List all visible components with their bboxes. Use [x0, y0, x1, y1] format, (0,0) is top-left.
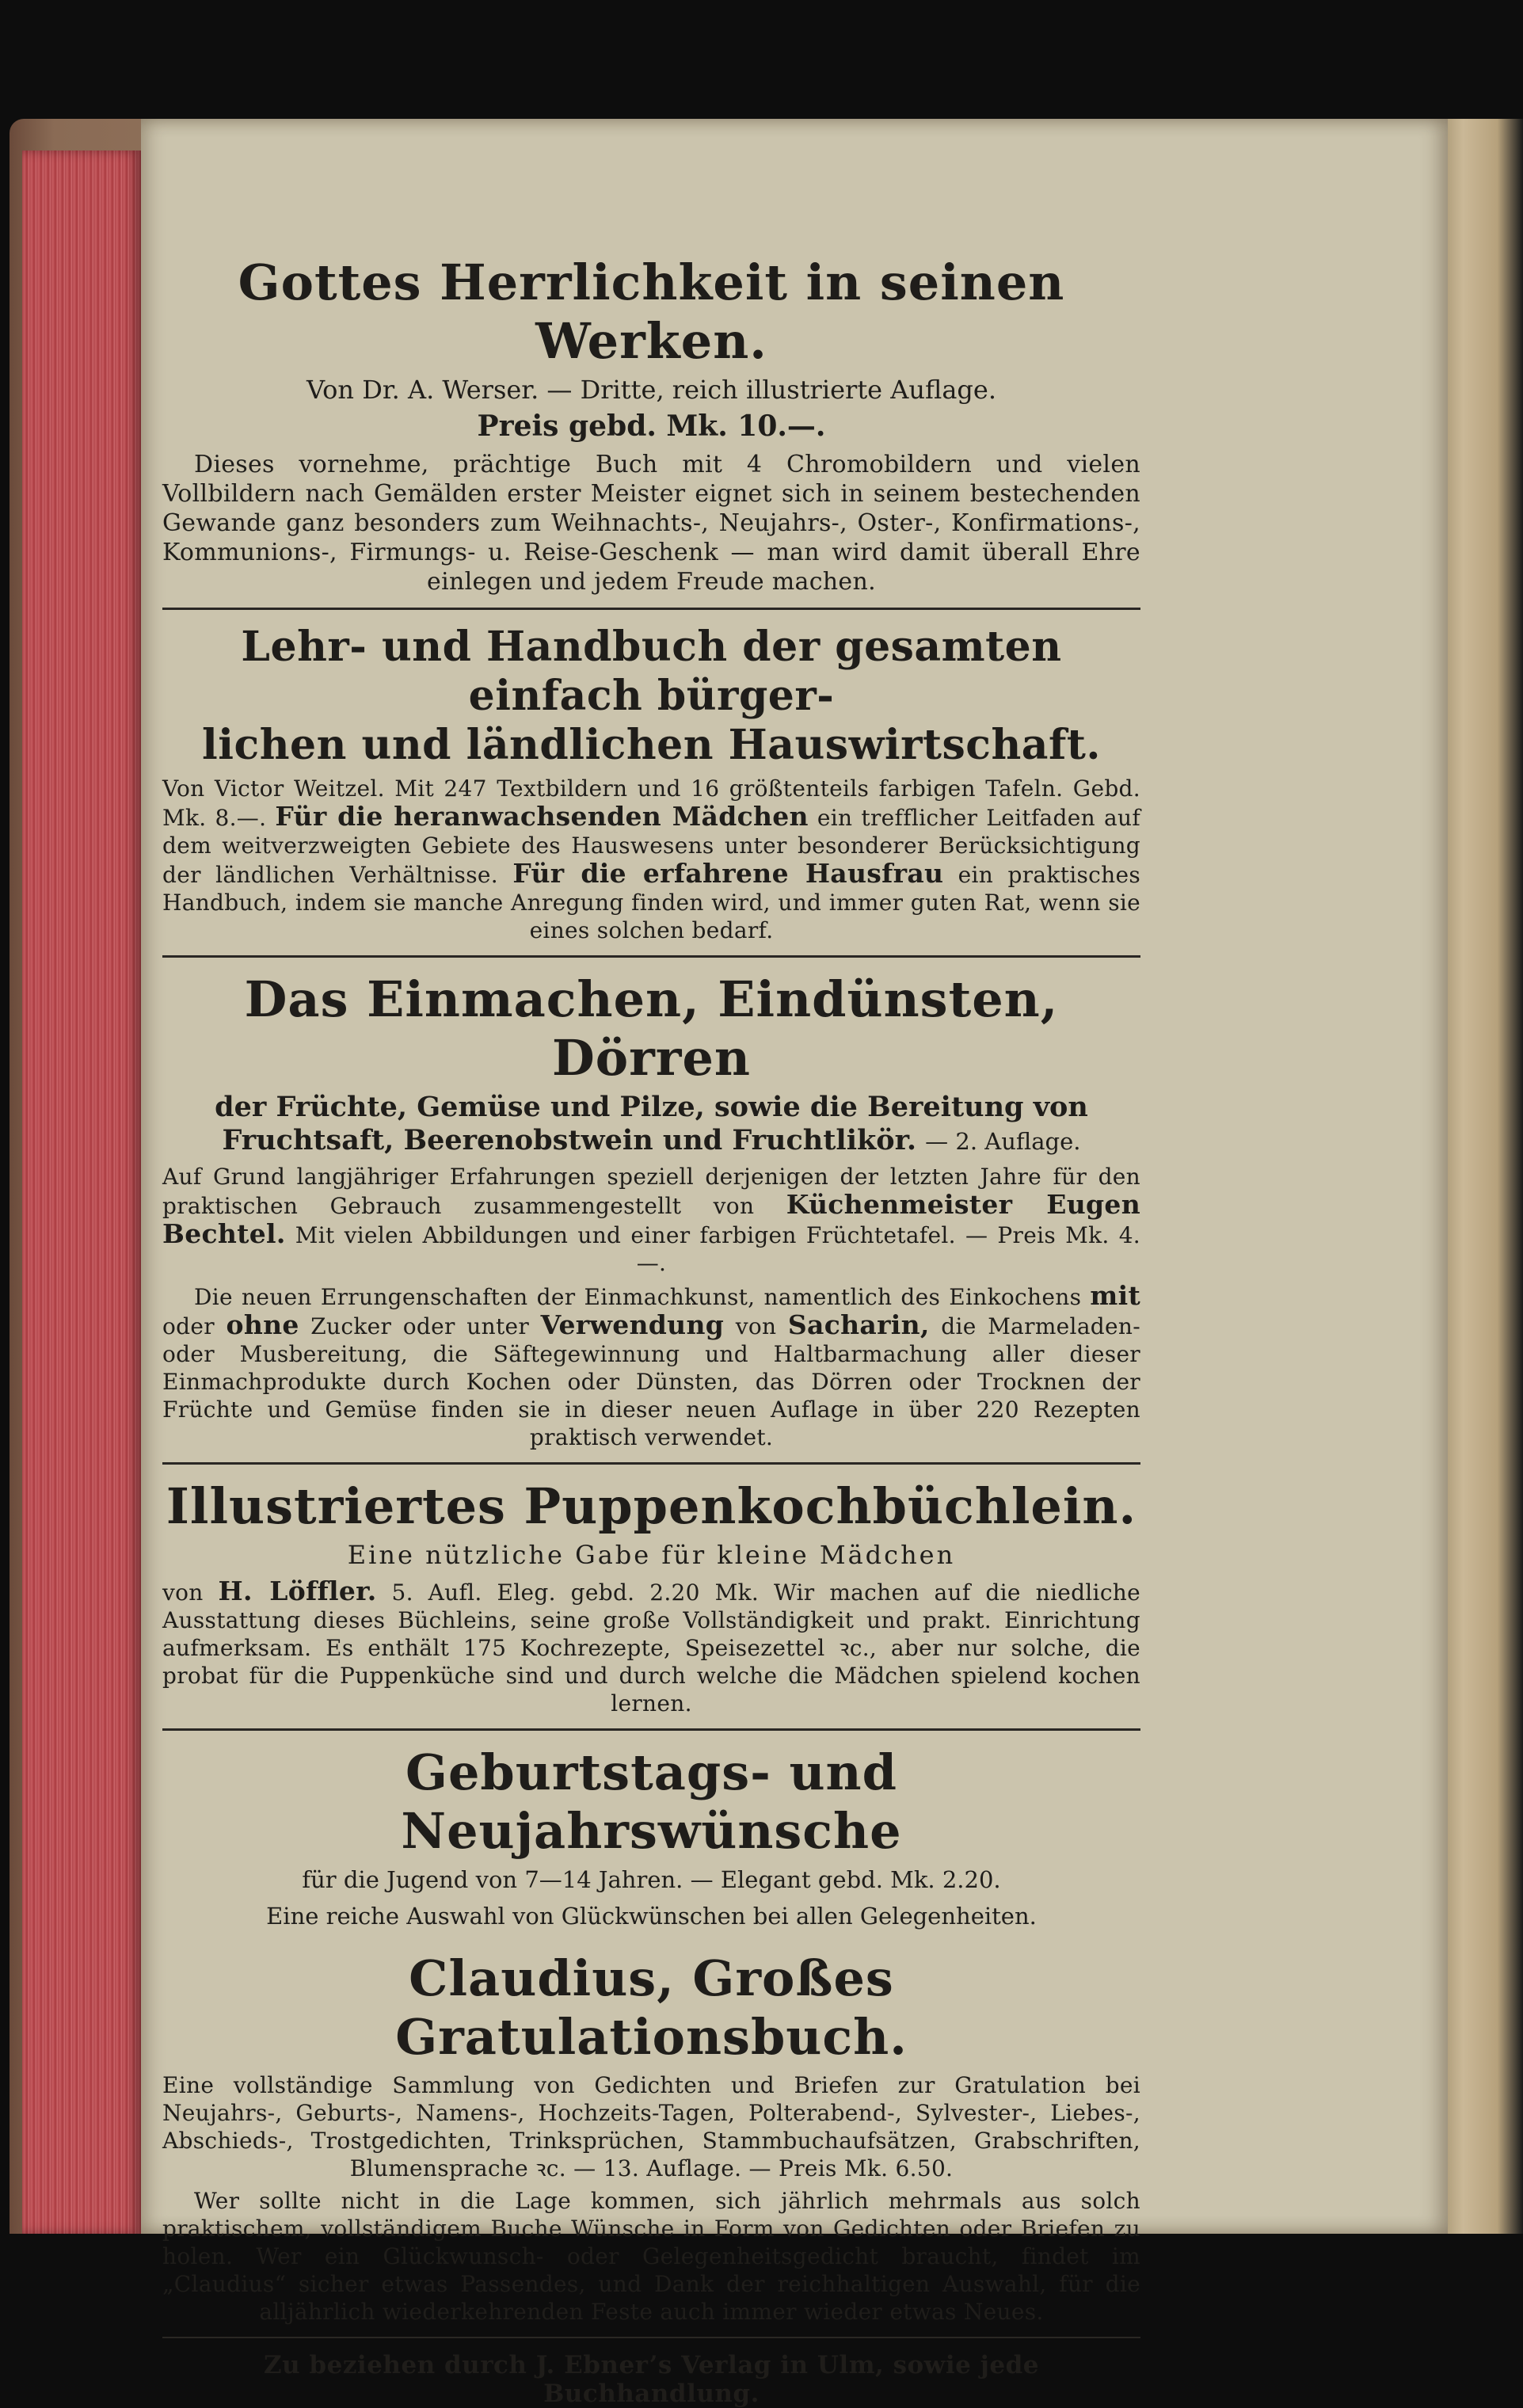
ad-body-mid: ein trefflicher Leitfaden auf dem weitverzweigten Gebiete des Hauswesens unter besonderer Berücksichtigung der ländlichen Verhältnisse.	[162, 805, 1141, 888]
ad-title-line1: Lehr- und Handbuch der gesamten einfach bürger-	[241, 623, 1062, 720]
page-edges-red	[22, 150, 141, 2234]
ad-line-2: Eine reiche Auswahl von Glückwünschen bei allen Gelegenheiten.	[266, 1903, 1037, 1930]
ad-body-intro: Auf Grund langjähriger Erfahrungen speziell derjenigen der letzten Jahre für den praktischen Gebrauch zusammengestellt von	[162, 1164, 1140, 1219]
ad-title: Illustriertes Puppenkochbüchlein.	[166, 1477, 1137, 1535]
advertisement-page	[162, 135, 1140, 2408]
ad-body-text: 5. Aufl. Eleg. gebd. 2.20 Mk. Wir machen auf die niedliche Ausstattung dieses Büchleins, seine große Vollständigkeit und prakt. Einrichtung aufmerksam. Es enthält 175 Kochrezepte, Speisezettel ꝛc., aber nur solche, die probat für die Puppenküche sind und durch welche die Mädchen spielend kochen lernen.	[162, 1579, 1141, 1716]
ad-title: Claudius, Großes Gratulationsbuch.	[395, 1949, 908, 2066]
ad-body-text: die Marmeladen- oder Musbereitung, die Säftegewinnung und Haltbarmachung aller dieser Einmachprodukte durch Kochen oder Dünsten, das Dörren oder Trocknen der Früchte und Gemüse finden sie in dieser neuen Auflage in über 220 Rezepten praktisch verwendet.	[162, 1313, 1140, 1450]
ad-body-2	[162, 1282, 1140, 1451]
ad-title: Geburtstags- und Neujahrswünsche	[401, 1743, 902, 1860]
ad-subtitle: Eine nützliche Gabe für kleine Mädchen	[347, 1540, 956, 1570]
ad-body: Eine vollständige Sammlung von Gedichten und Briefen zur Gratulation bei Neujahrs-, Geburts-, Namens-, Hochzeits-Tagen, Polterabend-, Sylvester-, Liebes-, Abschieds-, Trostgedichten, Trinksprüchen, Stammbuchaufsätzen, Grabschriften, Blumensprache ꝛc. — 13. Auflage. — Preis Mk. 6.50.	[162, 2072, 1140, 2181]
ad-subhead-line1: der Früchte, Gemüse und Pilze, sowie die Bereitung von	[215, 1091, 1088, 1123]
ad-price: Preis gebd. Mk. 10.—.	[477, 410, 826, 443]
ad-puppenkochbuechlein	[162, 1477, 1140, 1717]
ad-hauswirtschaft	[162, 623, 1140, 944]
ad-line-1: für die Jugend von 7—14 Jahren. — Elegant gebd. Mk. 2.20.	[302, 1866, 1001, 1893]
ad-edition: — 2. Auflage.	[925, 1128, 1081, 1155]
ad-body	[162, 1163, 1140, 1277]
ad-emphasis: Für die heranwachsenden Mädchen	[275, 801, 809, 832]
ad-body-price: Mit vielen Abbildungen und einer farbigen Früchtetafel. — Preis Mk. 4.—.	[295, 1222, 1141, 1276]
ad-body-text: Zucker oder unter	[310, 1313, 530, 1339]
divider	[162, 1728, 1140, 1731]
ad-body-text: von	[735, 1313, 777, 1339]
right-page-gutter	[1437, 119, 1523, 2234]
divider	[162, 1462, 1140, 1465]
ad-emphasis: Verwendung	[540, 1309, 725, 1340]
ad-emphasis: Für die erfahrene Hausfrau	[512, 858, 944, 889]
ad-emphasis: ohne	[226, 1309, 299, 1340]
ad-body-text: von	[162, 1579, 204, 1606]
ad-body: Dieses vornehme, prächtige Buch mit 4 Chromobildern und vielen Vollbildern nach Gemälden erster Meister eignet sich in seinem bestechenden Gewande ganz besonders zum Weihnachts-, Neujahrs-, Oster-, Konfirmations-, Kommunions-, Firmungs- u. Reise-Geschenk — man wird damit überall Ehre einlegen und jedem Freude machen.	[162, 451, 1140, 596]
ad-body-end: ein praktisches Handbuch, indem sie manche Anregung finden wird, und immer guten Rat, wenn sie eines solchen bedarf.	[162, 862, 1140, 943]
ad-subhead-line2-row	[162, 1124, 1140, 1158]
ad-body-intro: Von Victor Weitzel. Mit 247 Textbildern und 16 größtenteils farbigen Tafeln. Gebd. Mk. 8.—.	[162, 775, 1140, 831]
divider	[162, 608, 1140, 610]
ad-body-text: Die neuen Errungenschaften der Einmachkunst, namentlich des Einkochens	[194, 1284, 1082, 1310]
ad-gottes-herrlichkeit	[162, 253, 1140, 596]
publisher-footer: Zu beziehen durch J. Ebner’s Verlag in Ulm, sowie jede Buchhandlung.	[263, 2351, 1040, 2408]
ad-emphasis: mit	[1090, 1280, 1140, 1311]
ad-title: Gottes Herrlichkeit in seinen Werken.	[238, 253, 1065, 370]
divider	[162, 955, 1140, 958]
ad-author: H. Löffler.	[218, 1575, 377, 1606]
ad-body-text: oder	[162, 1313, 215, 1339]
ad-emphasis: Sacharin,	[787, 1309, 930, 1340]
ad-title-line2: lichen und ländlichen Hauswirtschaft.	[202, 721, 1101, 769]
ad-geburtstagswuensche	[162, 1743, 1140, 1934]
ad-author: Küchenmeister Eugen Bechtel.	[162, 1189, 1141, 1249]
ad-subhead-line2: Fruchtsaft, Beerenobstwein und Fruchtlikör.	[222, 1124, 917, 1156]
ad-subtitle: Von Dr. A. Werser. — Dritte, reich illustrierte Auflage.	[306, 375, 997, 405]
ad-body	[162, 775, 1140, 944]
ad-body	[162, 1577, 1140, 1717]
ad-body-2: Wer sollte nicht in die Lage kommen, sich jährlich mehrmals aus solch praktischem, vollständigem Buche Wünsche in Form von Gedichten oder Briefen zu holen. Wer ein Glückwunsch- oder Gelegenheitsgedicht braucht, findet im „Claudius“ sicher etwas Passendes, und Dank der reichhaltigen Auswahl, für die alljährlich wiederkehrenden Feste auch immer wieder etwas Neues.	[162, 2188, 1140, 2325]
ad-einmachen	[162, 970, 1140, 1451]
ad-claudius	[162, 1949, 1140, 2326]
divider	[162, 2337, 1140, 2338]
ad-title: Das Einmachen, Eindünsten, Dörren	[244, 970, 1059, 1087]
